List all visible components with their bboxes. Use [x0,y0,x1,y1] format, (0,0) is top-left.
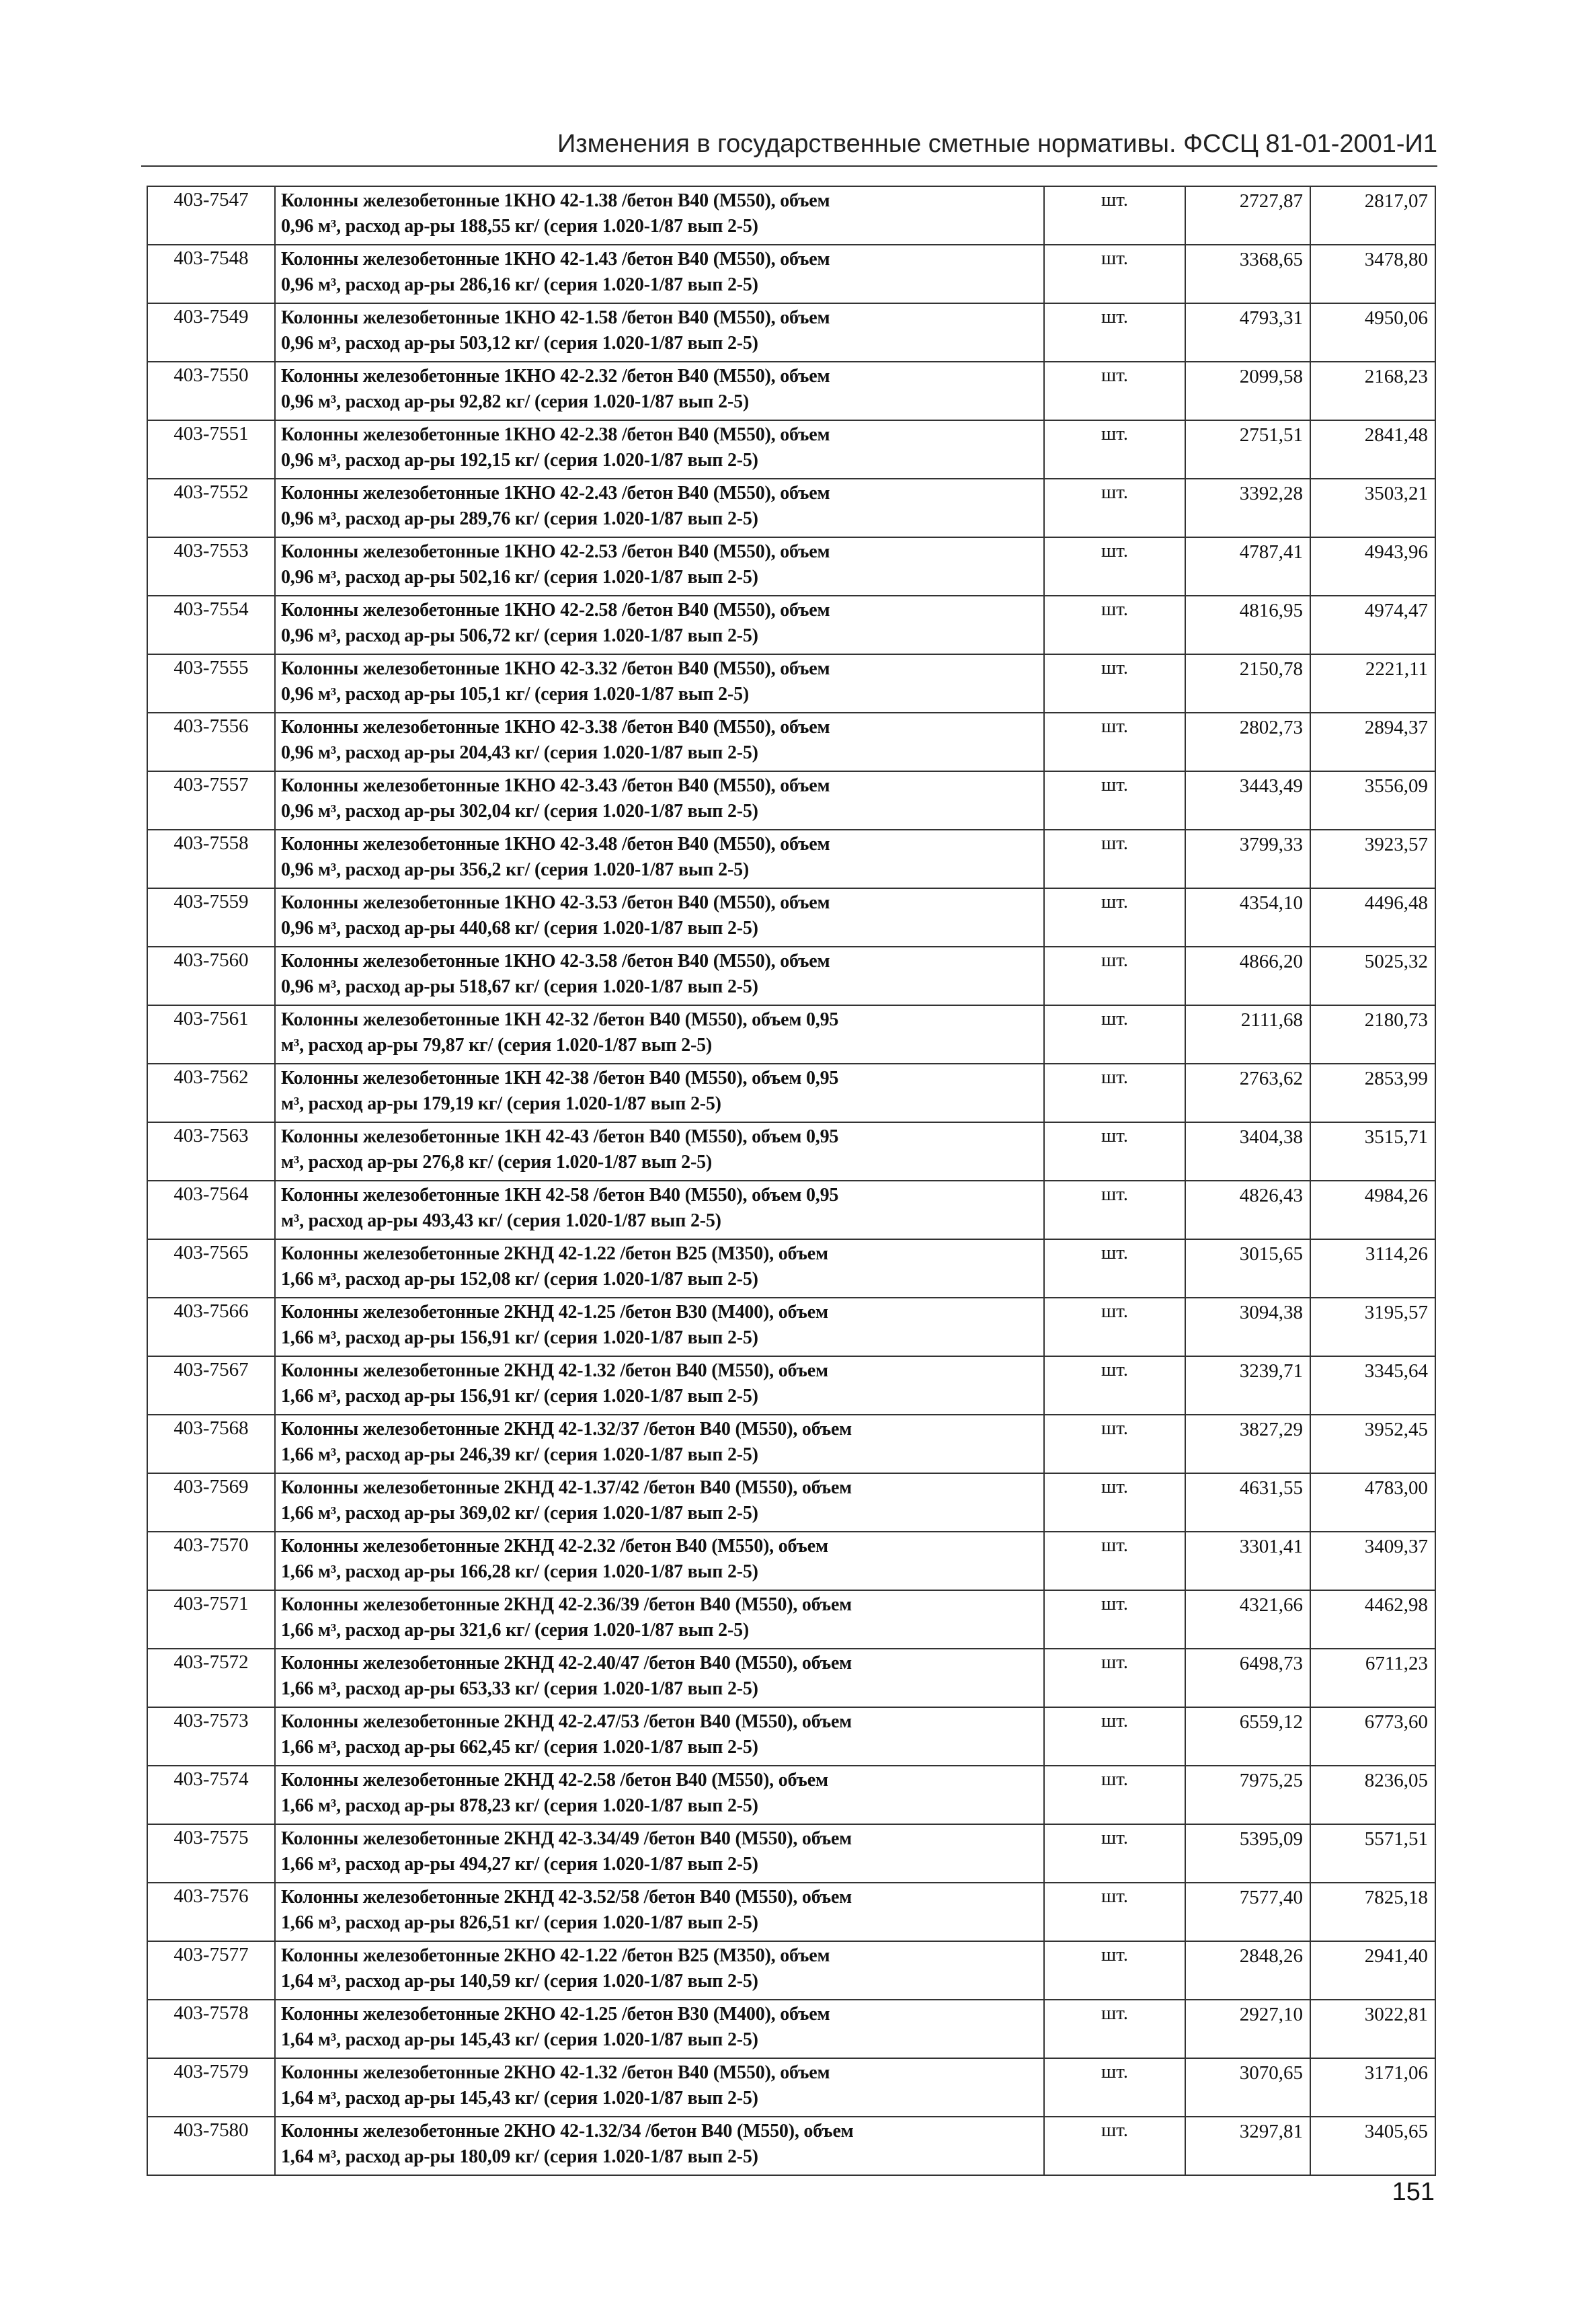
description-line-2: м³, расход ар-ры 179,19 кг/ (серия 1.020-1/87 вып 2-5) [281,1093,721,1114]
item-code: 403-7551 [147,420,275,479]
item-code: 403-7575 [147,1824,275,1883]
item-description [275,1005,1044,1064]
item-unit: шт. [1044,2117,1185,2175]
item-description [275,1824,1044,1883]
table-row [147,1941,1435,2000]
table-row [147,2117,1435,2175]
description-line-2: 0,96 м³, расход ар-ры 502,16 кг/ (серия 1.020-1/87 вып 2-5) [281,567,758,588]
item-price-2: 4984,26 [1310,1181,1435,1239]
description-line-2: 1,66 м³, расход ар-ры 166,28 кг/ (серия 1.020-1/87 вып 2-5) [281,1561,758,1582]
item-description [275,830,1044,888]
item-code: 403-7553 [147,537,275,596]
description-line-2: 1,64 м³, расход ар-ры 180,09 кг/ (серия 1.020-1/87 вып 2-5) [281,2146,758,2167]
table-row [147,245,1435,303]
page-number: 151 [1392,2178,1435,2206]
description-line-1: Колонны железобетонные 2КНД 42-1.37/42 /бетон В40 (М550), объем [281,1477,852,1498]
description-line-1: Колонны железобетонные 2КНО 42-1.32/34 /бетон В40 (М550), объем [281,2121,854,2142]
description-line-1: Колонны железобетонные 2КНД 42-1.32 /бетон В40 (М550), объем [281,1360,828,1381]
description-line-2: 1,66 м³, расход ар-ры 321,6 кг/ (серия 1.020-1/87 вып 2-5) [281,1620,749,1641]
table-row [147,1298,1435,1356]
item-price-1: 2150,78 [1185,654,1310,713]
item-description [275,1181,1044,1239]
item-unit: шт. [1044,1532,1185,1590]
description-line-1: Колонны железобетонные 1КНО 42-2.43 /бетон В40 (М550), объем [281,483,830,504]
item-description [275,1122,1044,1181]
item-unit: шт. [1044,420,1185,479]
item-price-2: 3952,45 [1310,1415,1435,1473]
item-price-1: 3015,65 [1185,1239,1310,1298]
description-line-1: Колонны железобетонные 2КНД 42-1.32/37 /бетон В40 (М550), объем [281,1419,852,1440]
item-description [275,362,1044,420]
description-line-1: Колонны железобетонные 1КНО 42-3.53 /бетон В40 (М550), объем [281,892,830,913]
item-price-1: 4354,10 [1185,888,1310,947]
item-unit: шт. [1044,1356,1185,1415]
table-row [147,1590,1435,1649]
item-price-1: 3368,65 [1185,245,1310,303]
item-description [275,479,1044,537]
table-row [147,771,1435,830]
item-price-1: 4866,20 [1185,947,1310,1005]
item-unit: шт. [1044,1122,1185,1181]
item-code: 403-7548 [147,245,275,303]
item-price-2: 2941,40 [1310,1941,1435,2000]
description-line-1: Колонны железобетонные 2КНД 42-1.25 /бетон В30 (М400), объем [281,1302,828,1323]
item-price-1: 4631,55 [1185,1473,1310,1532]
item-unit: шт. [1044,1707,1185,1766]
item-description [275,1415,1044,1473]
item-price-2: 3478,80 [1310,245,1435,303]
table-row [147,479,1435,537]
item-price-2: 3345,64 [1310,1356,1435,1415]
item-price-1: 5395,09 [1185,1824,1310,1883]
item-price-2: 3923,57 [1310,830,1435,888]
description-line-2: м³, расход ар-ры 276,8 кг/ (серия 1.020-1/87 вып 2-5) [281,1152,712,1173]
table-row [147,888,1435,947]
item-price-2: 3515,71 [1310,1122,1435,1181]
description-line-2: 0,96 м³, расход ар-ры 204,43 кг/ (серия 1.020-1/87 вып 2-5) [281,742,758,763]
description-line-1: Колонны железобетонные 1КНО 42-3.58 /бетон В40 (М550), объем [281,951,830,972]
description-line-2: 1,66 м³, расход ар-ры 826,51 кг/ (серия 1.020-1/87 вып 2-5) [281,1912,758,1933]
item-unit: шт. [1044,713,1185,771]
item-unit: шт. [1044,2000,1185,2058]
item-code: 403-7568 [147,1415,275,1473]
item-price-1: 7577,40 [1185,1883,1310,1941]
item-code: 403-7578 [147,2000,275,2058]
description-line-1: Колонны железобетонные 2КНД 42-2.58 /бетон В40 (М550), объем [281,1770,828,1791]
item-description [275,1590,1044,1649]
item-description [275,1356,1044,1415]
item-price-2: 3556,09 [1310,771,1435,830]
item-price-1: 3799,33 [1185,830,1310,888]
description-line-2: 0,96 м³, расход ар-ры 289,76 кг/ (серия 1.020-1/87 вып 2-5) [281,508,758,529]
item-unit: шт. [1044,1590,1185,1649]
item-code: 403-7572 [147,1649,275,1707]
item-unit: шт. [1044,596,1185,654]
item-description [275,1239,1044,1298]
item-price-2: 2817,07 [1310,186,1435,245]
item-description [275,888,1044,947]
description-line-2: 0,96 м³, расход ар-ры 188,55 кг/ (серия 1.020-1/87 вып 2-5) [281,216,758,237]
item-unit: шт. [1044,303,1185,362]
description-line-1: Колонны железобетонные 1КН 42-38 /бетон В40 (М550), объем 0,95 [281,1068,839,1089]
item-code: 403-7555 [147,654,275,713]
description-line-2: 1,66 м³, расход ар-ры 662,45 кг/ (серия 1.020-1/87 вып 2-5) [281,1737,758,1758]
item-unit: шт. [1044,479,1185,537]
item-description [275,245,1044,303]
table-row [147,1707,1435,1766]
description-line-2: 1,66 м³, расход ар-ры 156,91 кг/ (серия 1.020-1/87 вып 2-5) [281,1327,758,1348]
item-code: 403-7570 [147,1532,275,1590]
item-unit: шт. [1044,888,1185,947]
table-row [147,947,1435,1005]
page-header: Изменения в государственные сметные нормативы. ФССЦ 81-01-2001-И1 [557,130,1437,158]
item-code: 403-7563 [147,1122,275,1181]
item-price-1: 4321,66 [1185,1590,1310,1649]
item-description [275,596,1044,654]
item-description [275,1532,1044,1590]
item-unit: шт. [1044,830,1185,888]
item-price-1: 6498,73 [1185,1649,1310,1707]
table-row [147,1473,1435,1532]
item-price-1: 3392,28 [1185,479,1310,537]
table-row [147,1064,1435,1122]
item-description [275,303,1044,362]
item-price-2: 3171,06 [1310,2058,1435,2117]
item-code: 403-7574 [147,1766,275,1824]
item-code: 403-7552 [147,479,275,537]
description-line-2: 0,96 м³, расход ар-ры 92,82 кг/ (серия 1.020-1/87 вып 2-5) [281,391,749,412]
description-line-2: 1,66 м³, расход ар-ры 878,23 кг/ (серия 1.020-1/87 вып 2-5) [281,1795,758,1816]
description-line-1: Колонны железобетонные 2КНО 42-1.22 /бетон В25 (М350), объем [281,1945,830,1966]
item-unit: шт. [1044,537,1185,596]
description-line-1: Колонны железобетонные 1КНО 42-1.43 /бетон В40 (М550), объем [281,249,830,270]
description-line-2: 1,66 м³, расход ар-ры 653,33 кг/ (серия 1.020-1/87 вып 2-5) [281,1678,758,1699]
description-line-2: 1,64 м³, расход ар-ры 140,59 кг/ (серия 1.020-1/87 вып 2-5) [281,1971,758,1992]
item-price-1: 2727,87 [1185,186,1310,245]
table-row [147,1356,1435,1415]
item-price-2: 2221,11 [1310,654,1435,713]
item-code: 403-7562 [147,1064,275,1122]
item-unit: шт. [1044,1181,1185,1239]
item-description [275,2000,1044,2058]
table-row [147,362,1435,420]
description-line-1: Колонны железобетонные 1КН 42-58 /бетон В40 (М550), объем 0,95 [281,1185,839,1206]
item-description [275,1298,1044,1356]
table-row [147,537,1435,596]
description-line-1: Колонны железобетонные 1КНО 42-2.53 /бетон В40 (М550), объем [281,541,830,562]
description-line-1: Колонны железобетонные 1КНО 42-2.38 /бетон В40 (М550), объем [281,424,830,445]
item-price-1: 6559,12 [1185,1707,1310,1766]
item-code: 403-7567 [147,1356,275,1415]
item-price-2: 2894,37 [1310,713,1435,771]
item-price-1: 7975,25 [1185,1766,1310,1824]
item-price-1: 4816,95 [1185,596,1310,654]
item-description [275,771,1044,830]
description-line-2: 1,66 м³, расход ар-ры 494,27 кг/ (серия 1.020-1/87 вып 2-5) [281,1854,758,1875]
item-price-1: 4787,41 [1185,537,1310,596]
table-row [147,713,1435,771]
item-unit: шт. [1044,1239,1185,1298]
item-code: 403-7580 [147,2117,275,2175]
description-line-2: 0,96 м³, расход ар-ры 302,04 кг/ (серия 1.020-1/87 вып 2-5) [281,801,758,822]
item-price-2: 3409,37 [1310,1532,1435,1590]
item-description [275,2058,1044,2117]
table-row [147,303,1435,362]
table-row [147,1181,1435,1239]
item-code: 403-7557 [147,771,275,830]
item-code: 403-7577 [147,1941,275,2000]
description-line-2: 0,96 м³, расход ар-ры 356,2 кг/ (серия 1.020-1/87 вып 2-5) [281,859,749,880]
description-line-2: м³, расход ар-ры 493,43 кг/ (серия 1.020-1/87 вып 2-5) [281,1210,721,1231]
item-unit: шт. [1044,947,1185,1005]
description-line-1: Колонны железобетонные 1КНО 42-3.38 /бетон В40 (М550), объем [281,717,830,738]
header-rule [141,165,1437,167]
item-description [275,1064,1044,1122]
item-price-2: 2180,73 [1310,1005,1435,1064]
item-unit: шт. [1044,1064,1185,1122]
description-line-1: Колонны железобетонные 2КНД 42-3.52/58 /бетон В40 (М550), объем [281,1887,852,1908]
item-price-1: 3070,65 [1185,2058,1310,2117]
item-price-1: 2111,68 [1185,1005,1310,1064]
item-unit: шт. [1044,1415,1185,1473]
description-line-2: 0,96 м³, расход ар-ры 105,1 кг/ (серия 1.020-1/87 вып 2-5) [281,684,749,705]
item-price-1: 2927,10 [1185,2000,1310,2058]
item-price-2: 3114,26 [1310,1239,1435,1298]
description-line-1: Колонны железобетонные 1КНО 42-1.38 /бетон В40 (М550), объем [281,190,830,211]
item-price-2: 4974,47 [1310,596,1435,654]
item-price-2: 7825,18 [1310,1883,1435,1941]
item-description [275,1883,1044,1941]
description-line-1: Колонны железобетонные 1КНО 42-2.32 /бетон В40 (М550), объем [281,366,830,387]
item-unit: шт. [1044,1824,1185,1883]
item-price-1: 2099,58 [1185,362,1310,420]
item-price-2: 4950,06 [1310,303,1435,362]
item-description [275,186,1044,245]
item-description [275,537,1044,596]
item-price-2: 3503,21 [1310,479,1435,537]
item-price-2: 4462,98 [1310,1590,1435,1649]
description-line-1: Колонны железобетонные 1КН 42-32 /бетон В40 (М550), объем 0,95 [281,1009,839,1030]
description-line-2: 0,96 м³, расход ар-ры 286,16 кг/ (серия 1.020-1/87 вып 2-5) [281,274,758,295]
description-line-2: 1,64 м³, расход ар-ры 145,43 кг/ (серия 1.020-1/87 вып 2-5) [281,2029,758,2050]
description-line-1: Колонны железобетонные 1КНО 42-3.32 /бетон В40 (М550), объем [281,658,830,679]
item-price-2: 4783,00 [1310,1473,1435,1532]
item-code: 403-7550 [147,362,275,420]
description-line-1: Колонны железобетонные 2КНД 42-1.22 /бетон В25 (М350), объем [281,1243,828,1264]
description-line-1: Колонны железобетонные 2КНО 42-1.32 /бетон В40 (М550), объем [281,2062,830,2083]
description-line-2: 0,96 м³, расход ар-ры 503,12 кг/ (серия 1.020-1/87 вып 2-5) [281,333,758,354]
item-code: 403-7576 [147,1883,275,1941]
item-unit: шт. [1044,1005,1185,1064]
description-line-2: 1,66 м³, расход ар-ры 156,91 кг/ (серия 1.020-1/87 вып 2-5) [281,1386,758,1407]
table-row [147,1883,1435,1941]
description-line-1: Колонны железобетонные 2КНД 42-2.40/47 /бетон В40 (М550), объем [281,1653,852,1674]
item-price-2: 4943,96 [1310,537,1435,596]
item-price-1: 3827,29 [1185,1415,1310,1473]
item-price-1: 3239,71 [1185,1356,1310,1415]
item-description [275,2117,1044,2175]
item-code: 403-7547 [147,186,275,245]
item-price-2: 2168,23 [1310,362,1435,420]
item-description [275,1649,1044,1707]
item-price-1: 3443,49 [1185,771,1310,830]
item-price-2: 5025,32 [1310,947,1435,1005]
item-description [275,1473,1044,1532]
item-price-1: 4793,31 [1185,303,1310,362]
item-code: 403-7579 [147,2058,275,2117]
description-line-1: Колонны железобетонные 2КНД 42-2.47/53 /бетон В40 (М550), объем [281,1711,852,1732]
item-description [275,1766,1044,1824]
item-unit: шт. [1044,771,1185,830]
item-price-1: 3094,38 [1185,1298,1310,1356]
table-row [147,830,1435,888]
description-line-1: Колонны железобетонные 1КН 42-43 /бетон В40 (М550), объем 0,95 [281,1126,839,1147]
item-code: 403-7558 [147,830,275,888]
item-price-2: 3022,81 [1310,2000,1435,2058]
item-code: 403-7565 [147,1239,275,1298]
table-row [147,420,1435,479]
table-row [147,2000,1435,2058]
item-description [275,1941,1044,2000]
item-price-2: 3405,65 [1310,2117,1435,2175]
table-row [147,1239,1435,1298]
item-unit: шт. [1044,186,1185,245]
item-unit: шт. [1044,1298,1185,1356]
description-line-1: Колонны железобетонные 2КНО 42-1.25 /бетон В30 (М400), объем [281,2004,830,2025]
description-line-2: 1,66 м³, расход ар-ры 246,39 кг/ (серия 1.020-1/87 вып 2-5) [281,1444,758,1465]
item-unit: шт. [1044,1649,1185,1707]
item-code: 403-7556 [147,713,275,771]
description-line-2: 0,96 м³, расход ар-ры 440,68 кг/ (серия 1.020-1/87 вып 2-5) [281,918,758,939]
item-unit: шт. [1044,2058,1185,2117]
item-code: 403-7554 [147,596,275,654]
item-code: 403-7573 [147,1707,275,1766]
table-row [147,1532,1435,1590]
table-row [147,1649,1435,1707]
item-price-2: 4496,48 [1310,888,1435,947]
description-line-1: Колонны железобетонные 2КНД 42-2.36/39 /бетон В40 (М550), объем [281,1594,852,1615]
description-line-1: Колонны железобетонные 1КНО 42-2.58 /бетон В40 (М550), объем [281,600,830,621]
table-row [147,1122,1435,1181]
item-price-1: 2763,62 [1185,1064,1310,1122]
item-price-2: 6773,60 [1310,1707,1435,1766]
table-row [147,1005,1435,1064]
table-row [147,1415,1435,1473]
item-unit: шт. [1044,654,1185,713]
item-unit: шт. [1044,1941,1185,2000]
description-line-2: 0,96 м³, расход ар-ры 192,15 кг/ (серия 1.020-1/87 вып 2-5) [281,450,758,471]
item-price-2: 8236,05 [1310,1766,1435,1824]
item-description [275,420,1044,479]
item-price-1: 3297,81 [1185,2117,1310,2175]
item-code: 403-7549 [147,303,275,362]
item-description [275,947,1044,1005]
description-line-2: 1,64 м³, расход ар-ры 145,43 кг/ (серия 1.020-1/87 вып 2-5) [281,2088,758,2109]
table-row [147,654,1435,713]
description-line-1: Колонны железобетонные 1КНО 42-3.43 /бетон В40 (М550), объем [281,775,830,796]
table-row [147,1824,1435,1883]
item-unit: шт. [1044,1883,1185,1941]
table-row [147,1766,1435,1824]
item-unit: шт. [1044,1766,1185,1824]
item-price-1: 2751,51 [1185,420,1310,479]
item-code: 403-7560 [147,947,275,1005]
item-price-1: 3404,38 [1185,1122,1310,1181]
item-code: 403-7566 [147,1298,275,1356]
description-line-2: 1,66 м³, расход ар-ры 369,02 кг/ (серия 1.020-1/87 вып 2-5) [281,1503,758,1524]
description-line-2: 0,96 м³, расход ар-ры 518,67 кг/ (серия 1.020-1/87 вып 2-5) [281,976,758,997]
item-price-1: 4826,43 [1185,1181,1310,1239]
item-code: 403-7569 [147,1473,275,1532]
description-line-1: Колонны железобетонные 1КНО 42-3.48 /бетон В40 (М550), объем [281,834,830,855]
item-description [275,654,1044,713]
item-code: 403-7571 [147,1590,275,1649]
item-price-2: 2853,99 [1310,1064,1435,1122]
item-code: 403-7559 [147,888,275,947]
item-price-2: 2841,48 [1310,420,1435,479]
item-code: 403-7561 [147,1005,275,1064]
table-body [147,186,1435,2175]
description-line-2: м³, расход ар-ры 79,87 кг/ (серия 1.020-1/87 вып 2-5) [281,1035,712,1056]
item-price-1: 2848,26 [1185,1941,1310,2000]
item-unit: шт. [1044,362,1185,420]
description-line-1: Колонны железобетонные 2КНД 42-3.34/49 /бетон В40 (М550), объем [281,1828,852,1849]
item-price-1: 3301,41 [1185,1532,1310,1590]
item-description [275,713,1044,771]
item-price-2: 5571,51 [1310,1824,1435,1883]
description-line-1: Колонны железобетонные 1КНО 42-1.58 /бетон В40 (М550), объем [281,307,830,328]
description-line-1: Колонны железобетонные 2КНД 42-2.32 /бетон В40 (М550), объем [281,1536,828,1557]
price-table [147,186,1436,2176]
table-row [147,2058,1435,2117]
item-code: 403-7564 [147,1181,275,1239]
item-description [275,1707,1044,1766]
item-unit: шт. [1044,245,1185,303]
item-price-2: 6711,23 [1310,1649,1435,1707]
description-line-2: 1,66 м³, расход ар-ры 152,08 кг/ (серия 1.020-1/87 вып 2-5) [281,1269,758,1290]
item-price-2: 3195,57 [1310,1298,1435,1356]
item-unit: шт. [1044,1473,1185,1532]
item-price-1: 2802,73 [1185,713,1310,771]
description-line-2: 0,96 м³, расход ар-ры 506,72 кг/ (серия 1.020-1/87 вып 2-5) [281,625,758,646]
table-row [147,596,1435,654]
table-row [147,186,1435,245]
